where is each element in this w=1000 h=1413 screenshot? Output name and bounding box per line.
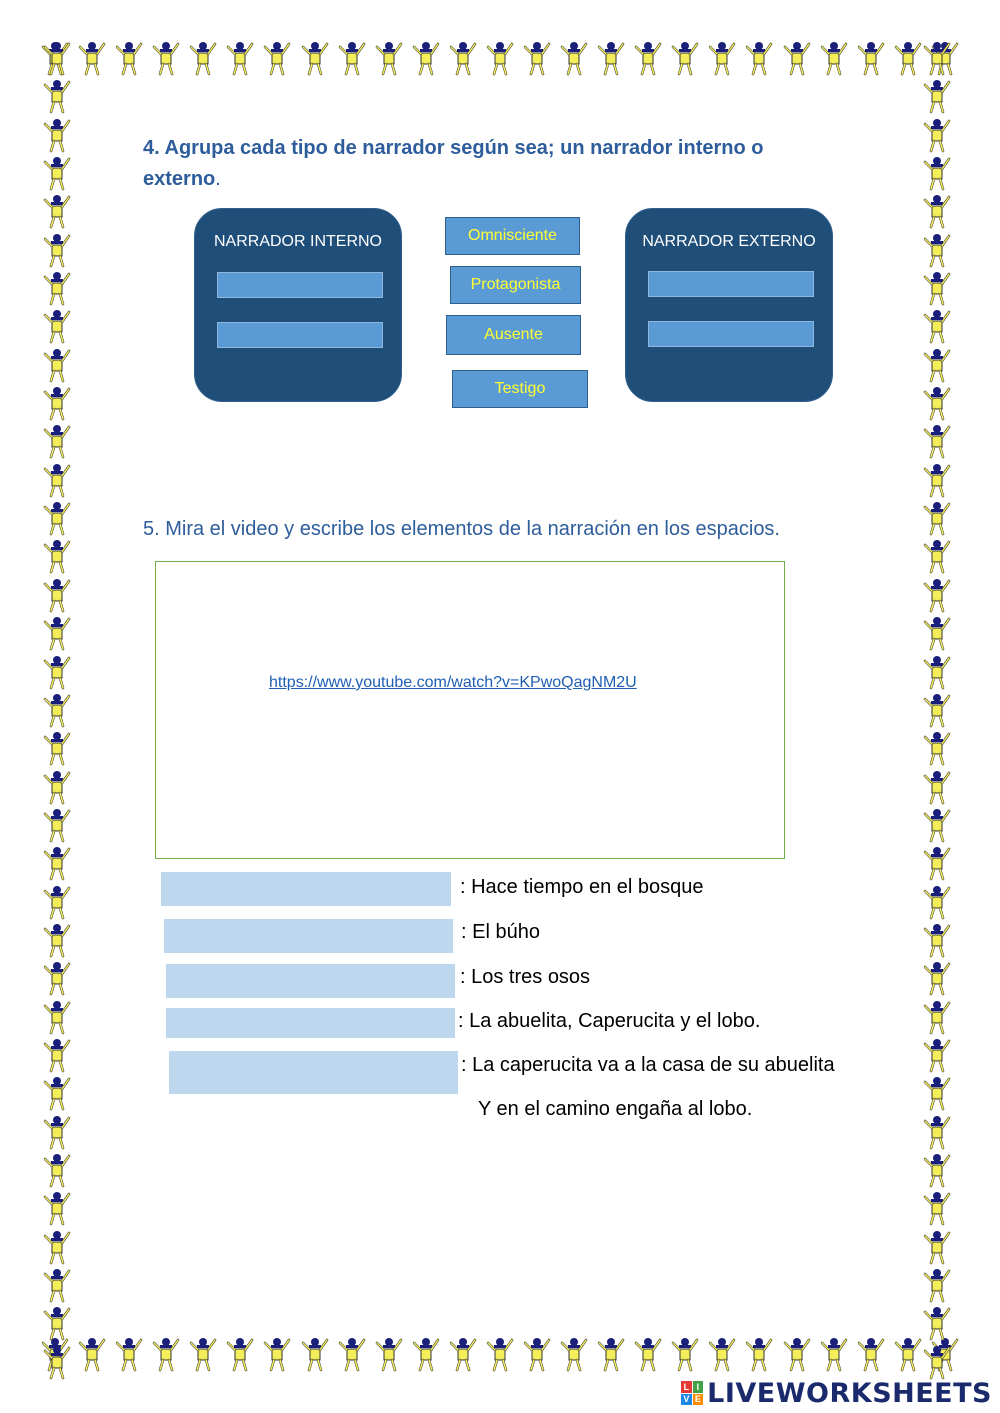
waving-person-icon bbox=[42, 232, 82, 268]
waving-person-icon bbox=[922, 270, 962, 306]
logo-badge: L I V E bbox=[681, 1381, 703, 1405]
chip-ausente[interactable]: Ausente bbox=[446, 315, 581, 355]
drop-slot[interactable] bbox=[648, 321, 814, 347]
waving-person-icon bbox=[782, 1336, 812, 1376]
waving-person-icon bbox=[559, 40, 589, 80]
waving-person-icon bbox=[670, 40, 700, 80]
waving-person-icon bbox=[42, 1037, 82, 1073]
waving-person-icon bbox=[922, 1229, 962, 1265]
waving-person-icon bbox=[42, 538, 82, 574]
waving-person-icon bbox=[522, 40, 552, 80]
waving-person-icon bbox=[633, 40, 663, 80]
answer-clue-5-continued: Y en el camino engaña al lobo. bbox=[478, 1098, 753, 1120]
waving-person-icon bbox=[922, 117, 962, 153]
answer-clue-2: : El búho bbox=[461, 921, 540, 943]
waving-person-icon bbox=[922, 769, 962, 805]
chip-omnisciente[interactable]: Omnisciente bbox=[445, 217, 580, 255]
liveworksheets-logo bbox=[681, 1377, 992, 1409]
waving-person-icon bbox=[922, 884, 962, 920]
answer-clue-3: : Los tres osos bbox=[460, 966, 591, 988]
waving-person-icon bbox=[596, 1336, 626, 1376]
answer-field-1[interactable] bbox=[161, 872, 451, 906]
waving-person-icon bbox=[151, 1336, 181, 1376]
waving-person-icon bbox=[922, 193, 962, 229]
waving-person-icon bbox=[922, 730, 962, 766]
drop-slot[interactable] bbox=[648, 271, 814, 297]
waving-person-icon bbox=[922, 155, 962, 191]
waving-person-icon bbox=[42, 1075, 82, 1111]
border-bottom bbox=[40, 1336, 960, 1376]
waving-person-icon bbox=[42, 500, 82, 536]
waving-person-icon bbox=[42, 1305, 82, 1341]
waving-person-icon bbox=[922, 232, 962, 268]
waving-person-icon bbox=[922, 807, 962, 843]
waving-person-icon bbox=[522, 1336, 552, 1376]
logo-text: LIVEWORKSHEETS bbox=[707, 1377, 992, 1409]
waving-person-icon bbox=[922, 615, 962, 651]
waving-person-icon bbox=[922, 1114, 962, 1150]
waving-person-icon bbox=[300, 1336, 330, 1376]
waving-person-icon bbox=[42, 385, 82, 421]
question-5-title: 5. Mira el video y escribe los elementos de la narración en los espacios. bbox=[143, 518, 780, 540]
waving-person-icon bbox=[42, 1190, 82, 1226]
waving-person-icon bbox=[922, 1344, 962, 1380]
waving-person-icon bbox=[42, 884, 82, 920]
waving-person-icon bbox=[448, 1336, 478, 1376]
waving-person-icon bbox=[42, 1267, 82, 1303]
answer-field-3[interactable] bbox=[166, 964, 455, 998]
border-right bbox=[922, 40, 962, 1380]
waving-person-icon bbox=[262, 1336, 292, 1376]
waving-person-icon bbox=[42, 40, 82, 76]
waving-person-icon bbox=[485, 40, 515, 80]
waving-person-icon bbox=[922, 308, 962, 344]
waving-person-icon bbox=[42, 462, 82, 498]
waving-person-icon bbox=[42, 692, 82, 728]
group-internal-title: NARRADOR INTERNO bbox=[213, 233, 382, 250]
waving-person-icon bbox=[300, 40, 330, 80]
answer-clue-5: : La caperucita va a la casa de su abuelita bbox=[461, 1054, 835, 1076]
waving-person-icon bbox=[77, 1336, 107, 1376]
waving-person-icon bbox=[42, 1229, 82, 1265]
waving-person-icon bbox=[42, 922, 82, 958]
waving-person-icon bbox=[922, 1305, 962, 1341]
answer-field-4[interactable] bbox=[166, 1008, 455, 1038]
waving-person-icon bbox=[42, 999, 82, 1035]
waving-person-icon bbox=[893, 1336, 923, 1376]
waving-person-icon bbox=[744, 1336, 774, 1376]
waving-person-icon bbox=[42, 117, 82, 153]
waving-person-icon bbox=[819, 40, 849, 80]
answer-field-2[interactable] bbox=[164, 919, 453, 953]
border-left bbox=[42, 40, 82, 1380]
group-external-narrator bbox=[625, 208, 833, 402]
waving-person-icon bbox=[922, 1152, 962, 1188]
waving-person-icon bbox=[337, 40, 367, 80]
group-external-title: NARRADOR EXTERNO bbox=[642, 233, 816, 250]
chip-testigo[interactable]: Testigo bbox=[452, 370, 588, 408]
waving-person-icon bbox=[856, 40, 886, 80]
drop-slot[interactable] bbox=[217, 322, 383, 348]
waving-person-icon bbox=[930, 1336, 960, 1376]
waving-person-icon bbox=[922, 1190, 962, 1226]
waving-person-icon bbox=[922, 538, 962, 574]
group-internal-narrator bbox=[194, 208, 402, 402]
waving-person-icon bbox=[559, 1336, 589, 1376]
waving-person-icon bbox=[922, 960, 962, 996]
border-top bbox=[40, 40, 960, 80]
waving-person-icon bbox=[42, 577, 82, 613]
answer-clue-1: : Hace tiempo en el bosque bbox=[460, 876, 704, 898]
waving-person-icon bbox=[922, 999, 962, 1035]
waving-person-icon bbox=[922, 922, 962, 958]
waving-person-icon bbox=[225, 40, 255, 80]
waving-person-icon bbox=[40, 1336, 70, 1376]
waving-person-icon bbox=[782, 40, 812, 80]
answer-clue-4: : La abuelita, Caperucita y el lobo. bbox=[458, 1010, 761, 1032]
waving-person-icon bbox=[707, 1336, 737, 1376]
waving-person-icon bbox=[922, 462, 962, 498]
waving-person-icon bbox=[374, 40, 404, 80]
waving-person-icon bbox=[42, 654, 82, 690]
waving-person-icon bbox=[922, 385, 962, 421]
video-link[interactable]: https://www.youtube.com/watch?v=KPwoQagNM2U bbox=[269, 674, 637, 691]
waving-person-icon bbox=[596, 40, 626, 80]
waving-person-icon bbox=[188, 40, 218, 80]
video-box bbox=[155, 561, 785, 859]
waving-person-icon bbox=[922, 1037, 962, 1073]
waving-person-icon bbox=[744, 40, 774, 80]
waving-person-icon bbox=[42, 615, 82, 651]
waving-person-icon bbox=[188, 1336, 218, 1376]
waving-person-icon bbox=[922, 1267, 962, 1303]
waving-person-icon bbox=[42, 960, 82, 996]
waving-person-icon bbox=[42, 423, 82, 459]
waving-person-icon bbox=[114, 40, 144, 80]
waving-person-icon bbox=[930, 40, 960, 80]
waving-person-icon bbox=[922, 1075, 962, 1111]
waving-person-icon bbox=[856, 1336, 886, 1376]
waving-person-icon bbox=[42, 347, 82, 383]
waving-person-icon bbox=[922, 845, 962, 881]
waving-person-icon bbox=[42, 270, 82, 306]
waving-person-icon bbox=[42, 78, 82, 114]
waving-person-icon bbox=[77, 40, 107, 80]
waving-person-icon bbox=[922, 423, 962, 459]
waving-person-icon bbox=[922, 577, 962, 613]
waving-person-icon bbox=[633, 1336, 663, 1376]
waving-person-icon bbox=[40, 40, 70, 80]
waving-person-icon bbox=[42, 193, 82, 229]
waving-person-icon bbox=[922, 40, 962, 76]
drop-slot[interactable] bbox=[217, 272, 383, 298]
waving-person-icon bbox=[670, 1336, 700, 1376]
waving-person-icon bbox=[922, 654, 962, 690]
waving-person-icon bbox=[42, 155, 82, 191]
waving-person-icon bbox=[42, 845, 82, 881]
waving-person-icon bbox=[707, 40, 737, 80]
waving-person-icon bbox=[42, 730, 82, 766]
waving-person-icon bbox=[448, 40, 478, 80]
waving-person-icon bbox=[225, 1336, 255, 1376]
waving-person-icon bbox=[151, 40, 181, 80]
waving-person-icon bbox=[922, 692, 962, 728]
waving-person-icon bbox=[114, 1336, 144, 1376]
waving-person-icon bbox=[42, 807, 82, 843]
waving-person-icon bbox=[42, 308, 82, 344]
waving-person-icon bbox=[485, 1336, 515, 1376]
waving-person-icon bbox=[42, 1344, 82, 1380]
chip-protagonista[interactable]: Protagonista bbox=[450, 266, 581, 304]
waving-person-icon bbox=[922, 500, 962, 536]
waving-person-icon bbox=[411, 40, 441, 80]
waving-person-icon bbox=[262, 40, 292, 80]
waving-person-icon bbox=[411, 1336, 441, 1376]
waving-person-icon bbox=[922, 347, 962, 383]
question-4-title: 4. Agrupa cada tipo de narrador según sea; un narrador interno o externo. bbox=[143, 137, 764, 190]
answer-field-5[interactable] bbox=[169, 1051, 458, 1094]
waving-person-icon bbox=[922, 78, 962, 114]
waving-person-icon bbox=[819, 1336, 849, 1376]
waving-person-icon bbox=[893, 40, 923, 80]
waving-person-icon bbox=[337, 1336, 367, 1376]
waving-person-icon bbox=[42, 769, 82, 805]
waving-person-icon bbox=[42, 1152, 82, 1188]
waving-person-icon bbox=[374, 1336, 404, 1376]
waving-person-icon bbox=[42, 1114, 82, 1150]
